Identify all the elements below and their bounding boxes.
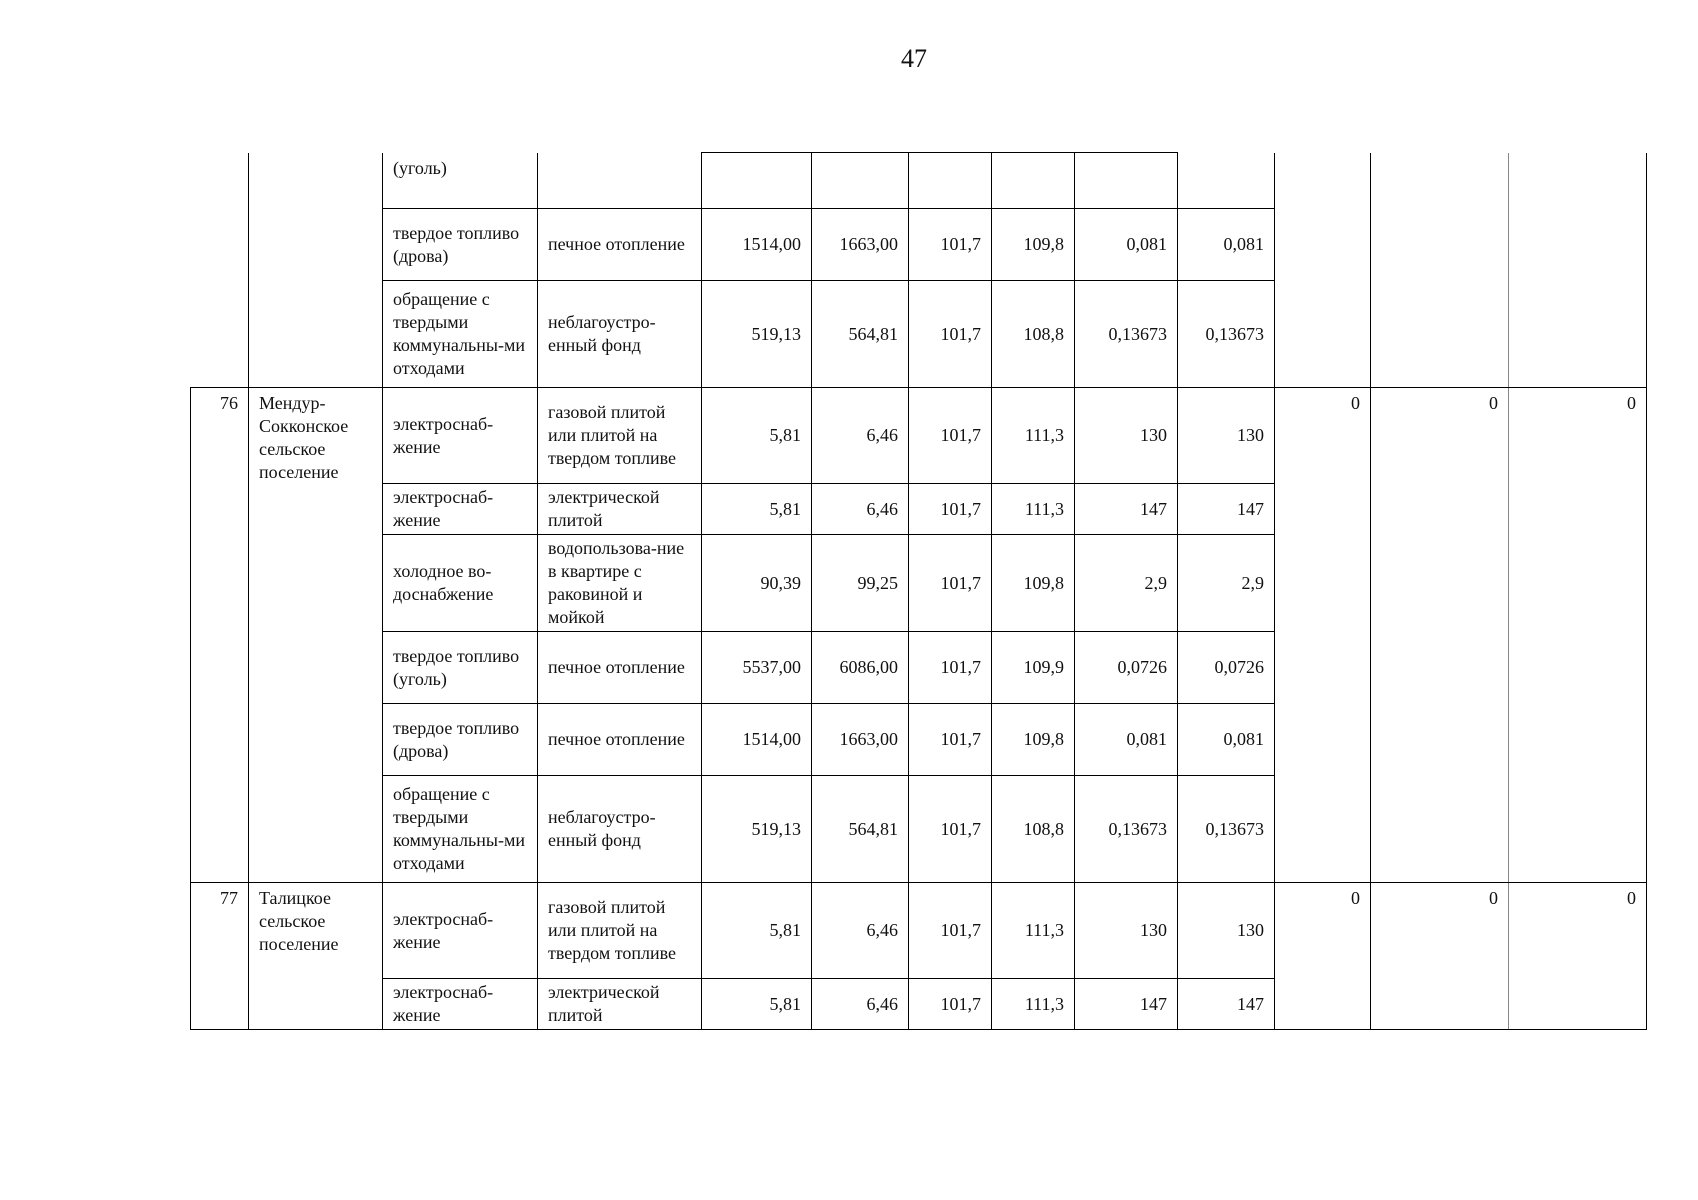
value-cell: 1663,00 [812, 704, 909, 776]
value-cell: 6,46 [812, 883, 909, 979]
value-cell [992, 153, 1075, 209]
value-cell: 0,13673 [1075, 281, 1178, 388]
value-cell: 111,3 [992, 484, 1075, 535]
value-cell: 130 [1075, 883, 1178, 979]
settlement-name: Мендур-Сокконское сельское поселение [249, 388, 383, 883]
norm-cell: электрической плитой [538, 979, 702, 1030]
value-cell: 5537,00 [702, 632, 812, 704]
value-cell: 111,3 [992, 388, 1075, 484]
settlement-cell [249, 153, 383, 388]
tariff-table [190, 152, 1647, 1030]
value-cell: 5,81 [702, 979, 812, 1030]
value-cell: 0,081 [1075, 704, 1178, 776]
value-cell: 101,7 [909, 776, 992, 883]
value-cell: 101,7 [909, 281, 992, 388]
value-cell: 130 [1075, 388, 1178, 484]
value-cell: 147 [1178, 484, 1275, 535]
value-cell: 130 [1178, 883, 1275, 979]
value-cell: 0,0726 [1075, 632, 1178, 704]
norm-cell: печное отопление [538, 209, 702, 281]
value-cell: 0,081 [1075, 209, 1178, 281]
value-cell [909, 153, 992, 209]
norm-cell: неблагоустро-енный фонд [538, 776, 702, 883]
value-cell: 109,9 [992, 632, 1075, 704]
value-cell: 1663,00 [812, 209, 909, 281]
resource-cell: холодное во-доснабжение [383, 535, 538, 632]
value-cell: 147 [1075, 484, 1178, 535]
norm-cell: печное отопление [538, 632, 702, 704]
value-cell: 6,46 [812, 979, 909, 1030]
value-cell: 564,81 [812, 776, 909, 883]
value-cell: 111,3 [992, 883, 1075, 979]
resource-cell: электроснаб-жение [383, 883, 538, 979]
norm-cell [538, 153, 702, 209]
resource-cell: электроснаб-жение [383, 484, 538, 535]
zero-cell: 0 [1275, 388, 1371, 883]
value-cell: 0,13673 [1178, 776, 1275, 883]
value-cell: 564,81 [812, 281, 909, 388]
value-cell: 130 [1178, 388, 1275, 484]
extra-cell [1275, 153, 1371, 388]
value-cell [1075, 153, 1178, 209]
value-cell: 111,3 [992, 979, 1075, 1030]
value-cell: 0,13673 [1178, 281, 1275, 388]
value-cell: 5,81 [702, 388, 812, 484]
zero-cell: 0 [1371, 883, 1509, 1030]
settlement-index: 76 [191, 388, 249, 883]
value-cell: 6086,00 [812, 632, 909, 704]
value-cell: 99,25 [812, 535, 909, 632]
settlement-name: Талицкое сельское поселение [249, 883, 383, 1030]
table-row [191, 883, 1647, 979]
zero-cell: 0 [1509, 883, 1647, 1030]
value-cell: 101,7 [909, 535, 992, 632]
value-cell [1178, 153, 1275, 209]
value-cell: 101,7 [909, 209, 992, 281]
norm-cell: электрической плитой [538, 484, 702, 535]
resource-cell: (уголь) [383, 153, 538, 209]
table-row [191, 153, 1647, 209]
norm-cell: печное отопление [538, 704, 702, 776]
zero-cell: 0 [1371, 388, 1509, 883]
value-cell: 0,13673 [1075, 776, 1178, 883]
value-cell: 108,8 [992, 776, 1075, 883]
norm-cell: газовой плитой или плитой на твердом топливе [538, 883, 702, 979]
resource-cell: твердое топливо (уголь) [383, 632, 538, 704]
value-cell [812, 153, 909, 209]
value-cell: 1514,00 [702, 209, 812, 281]
table-row [191, 388, 1647, 484]
value-cell: 5,81 [702, 883, 812, 979]
value-cell: 101,7 [909, 388, 992, 484]
value-cell: 519,13 [702, 281, 812, 388]
value-cell: 2,9 [1075, 535, 1178, 632]
value-cell: 147 [1075, 979, 1178, 1030]
zero-cell: 0 [1275, 883, 1371, 1030]
index-cell [191, 153, 249, 388]
value-cell: 0,081 [1178, 209, 1275, 281]
value-cell: 101,7 [909, 979, 992, 1030]
value-cell: 108,8 [992, 281, 1075, 388]
resource-cell: электроснаб-жение [383, 388, 538, 484]
value-cell: 6,46 [812, 388, 909, 484]
resource-cell: твердое топливо (дрова) [383, 704, 538, 776]
settlement-index: 77 [191, 883, 249, 1030]
value-cell: 109,8 [992, 535, 1075, 632]
value-cell: 147 [1178, 979, 1275, 1030]
resource-cell: обращение с твердыми коммунальны-ми отходами [383, 281, 538, 388]
value-cell: 6,46 [812, 484, 909, 535]
value-cell: 101,7 [909, 883, 992, 979]
value-cell: 0,081 [1178, 704, 1275, 776]
value-cell: 101,7 [909, 632, 992, 704]
value-cell: 101,7 [909, 704, 992, 776]
resource-cell: обращение с твердыми коммунальны-ми отходами [383, 776, 538, 883]
value-cell: 5,81 [702, 484, 812, 535]
value-cell: 109,8 [992, 209, 1075, 281]
value-cell: 519,13 [702, 776, 812, 883]
value-cell: 0,0726 [1178, 632, 1275, 704]
resource-cell: электроснаб-жение [383, 979, 538, 1030]
norm-cell: водопользова-ние в квартире с раковиной и мойкой [538, 535, 702, 632]
value-cell: 109,8 [992, 704, 1075, 776]
value-cell: 2,9 [1178, 535, 1275, 632]
norm-cell: газовой плитой или плитой на твердом топливе [538, 388, 702, 484]
zero-cell: 0 [1509, 388, 1647, 883]
resource-cell: твердое топливо (дрова) [383, 209, 538, 281]
page-number: 47 [901, 44, 927, 73]
value-cell: 101,7 [909, 484, 992, 535]
value-cell: 90,39 [702, 535, 812, 632]
extra-cell [1509, 153, 1647, 388]
extra-cell [1371, 153, 1509, 388]
value-cell: 1514,00 [702, 704, 812, 776]
norm-cell: неблагоустро-енный фонд [538, 281, 702, 388]
value-cell [702, 153, 812, 209]
